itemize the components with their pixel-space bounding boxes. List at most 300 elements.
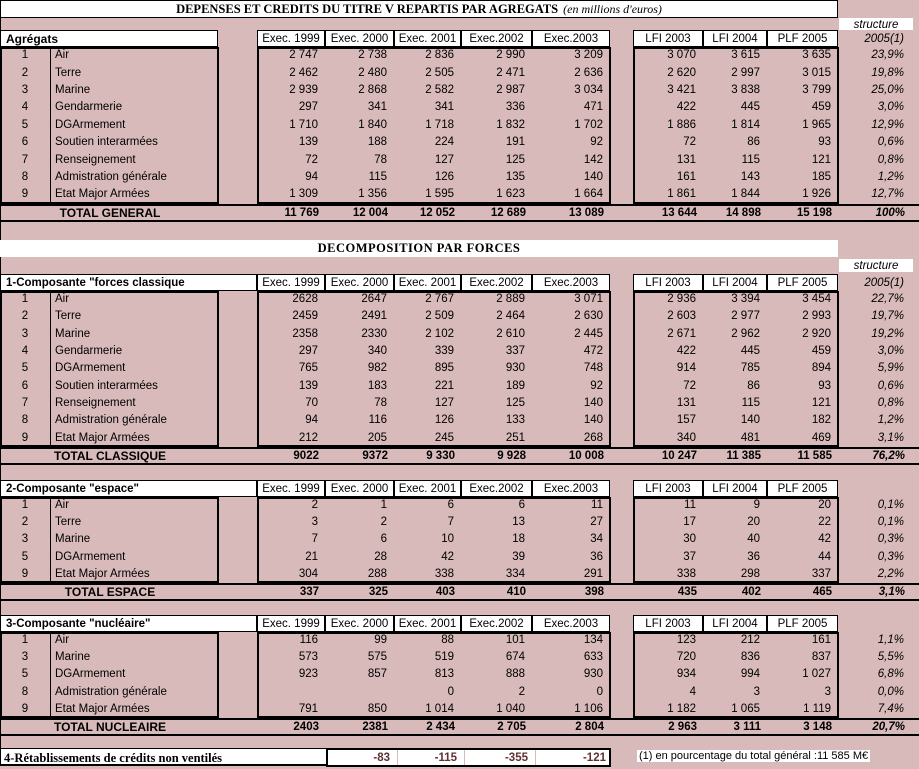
value-cell: 334 — [505, 567, 525, 580]
agregat-name: Etat Major Armées — [55, 431, 150, 444]
table-row — [0, 701, 919, 718]
value-cell: 126 — [434, 170, 454, 183]
agregat-name: Air — [55, 499, 70, 512]
value-cell: 183 — [367, 379, 387, 392]
total-value-cell: 13 089 — [568, 206, 604, 219]
structure-header-line2: 2005(1) — [864, 32, 904, 45]
section-header-label: Agrégats — [0, 30, 218, 47]
table-row — [0, 531, 919, 548]
structure-cell: 25,0% — [871, 83, 904, 96]
total-value-cell: 2 434 — [426, 720, 455, 733]
value-cell: 930 — [505, 362, 525, 375]
structure-cell: 6,8% — [877, 668, 904, 681]
value-cell: 2 747 — [289, 49, 318, 62]
agregat-name: Marine — [55, 327, 91, 340]
structure-header-line2: 2005(1) — [864, 276, 904, 289]
value-cell: 297 — [298, 345, 318, 358]
value-cell: 3 799 — [802, 83, 831, 96]
total-structure-cell: 100% — [875, 206, 905, 219]
total-structure-cell: 76,2% — [872, 449, 905, 462]
agregat-name: Air — [55, 49, 70, 62]
value-cell: 2330 — [361, 327, 387, 340]
column-header: Exec.2002 — [461, 615, 532, 632]
row-number: 6 — [21, 379, 29, 392]
value-cell: 92 — [590, 136, 603, 149]
structure-cell: 19,2% — [871, 327, 904, 340]
sheet-title — [0, 0, 838, 18]
table-row — [0, 649, 919, 666]
value-cell: 135 — [505, 170, 525, 183]
table-row — [0, 684, 919, 701]
value-cell: 2491 — [361, 310, 387, 323]
value-cell: 188 — [367, 136, 387, 149]
value-cell: 10 — [441, 533, 454, 546]
value-cell: 837 — [811, 651, 831, 664]
total-value-cell: 2381 — [362, 720, 388, 733]
row-number: 5 — [21, 668, 29, 681]
value-cell: 2 993 — [802, 310, 831, 323]
total-value-cell: 3 148 — [803, 720, 832, 733]
value-cell: 18 — [512, 533, 525, 546]
agregat-name: Air — [55, 634, 70, 647]
value-cell: 44 — [818, 550, 831, 563]
total-value-cell: 11 769 — [284, 206, 319, 219]
total-value-cell: 2403 — [293, 720, 319, 733]
value-cell: 140 — [740, 414, 760, 427]
value-cell: 42 — [441, 550, 454, 563]
column-header: LFI 2004 — [703, 274, 767, 291]
value-cell: 139 — [298, 136, 318, 149]
value-cell: 92 — [590, 379, 603, 392]
total-value-cell: 12 004 — [352, 206, 388, 219]
column-header: Exec. 2000 — [325, 274, 394, 291]
total-label: TOTAL NUCLEAIRE — [53, 719, 166, 734]
table-row — [0, 99, 919, 116]
agregat-name: Soutien interarmées — [55, 136, 158, 149]
table-agregats — [0, 30, 919, 222]
row-number: 8 — [21, 170, 29, 183]
value-cell: 116 — [368, 414, 387, 427]
structure-cell: 12,9% — [871, 118, 904, 131]
agregat-name: Air — [55, 293, 70, 306]
agregat-name: Gendarmerie — [55, 345, 123, 358]
value-cell: 157 — [676, 414, 696, 427]
value-cell: 2 — [311, 499, 318, 512]
value-cell: 2628 — [292, 293, 318, 306]
table-row — [0, 117, 919, 134]
column-header: Exec.2002 — [461, 30, 532, 47]
value-cell: 914 — [676, 362, 696, 375]
value-cell: 1 027 — [802, 668, 831, 681]
total-value-cell: 10 247 — [661, 449, 697, 462]
value-cell: 573 — [298, 651, 318, 664]
value-cell: 0 — [447, 685, 454, 698]
row-number: 5 — [21, 362, 29, 375]
value-cell: 765 — [298, 362, 318, 375]
table-row — [0, 308, 919, 325]
value-cell: 472 — [583, 345, 603, 358]
value-cell: 2647 — [361, 293, 387, 306]
row-number: 6 — [21, 136, 29, 149]
value-cell: 994 — [740, 668, 760, 681]
value-cell: 212 — [740, 634, 760, 647]
total-value-cell: 403 — [435, 585, 455, 598]
value-cell: 469 — [811, 431, 831, 444]
value-cell: 20 — [818, 499, 831, 512]
value-cell: 94 — [305, 414, 318, 427]
table-row — [0, 291, 919, 308]
value-cell: 1 840 — [358, 118, 387, 131]
value-cell: 126 — [434, 414, 454, 427]
row-number: 9 — [21, 188, 29, 201]
value-cell: 134 — [583, 634, 603, 647]
value-cell: 224 — [434, 136, 454, 149]
value-cell: 895 — [434, 362, 454, 375]
value-cell: 125 — [505, 396, 525, 409]
value-cell: 37 — [683, 550, 696, 563]
column-header: Exec. 2000 — [325, 30, 394, 47]
structure-cell: 0,8% — [877, 153, 904, 166]
value-cell: 422 — [676, 345, 696, 358]
value-cell: 0 — [596, 685, 603, 698]
row-number: 1 — [21, 293, 29, 306]
agregat-name: Etat Major Armées — [55, 702, 150, 715]
value-cell: 185 — [811, 170, 831, 183]
column-header: Exec. 2001 — [394, 30, 461, 47]
table-espace — [0, 480, 919, 601]
table-header-row — [0, 615, 919, 632]
value-cell: 6 — [518, 499, 525, 512]
value-cell: 2 990 — [496, 49, 525, 62]
total-row — [0, 583, 919, 601]
value-cell: 340 — [367, 345, 387, 358]
value-cell: 857 — [367, 668, 387, 681]
agregat-name: Terre — [55, 66, 82, 79]
structure-cell: 0,0% — [877, 685, 904, 698]
value-cell: 1 718 — [425, 118, 454, 131]
structure-cell: 12,7% — [871, 188, 904, 201]
value-cell: 21 — [305, 550, 318, 563]
value-cell: 36 — [747, 550, 760, 563]
value-cell: 2 464 — [496, 310, 525, 323]
value-cell: 39 — [512, 550, 525, 563]
table-row — [0, 632, 919, 649]
value-cell: 72 — [683, 136, 696, 149]
total-value-cell: 3 111 — [733, 720, 761, 733]
value-cell: 1 595 — [425, 188, 454, 201]
table-row — [0, 326, 919, 343]
value-cell: 7 — [311, 533, 318, 546]
value-cell: 674 — [505, 651, 525, 664]
value-cell: 27 — [590, 516, 603, 529]
total-value-cell: 11 385 — [726, 449, 761, 462]
value-cell: 78 — [374, 396, 387, 409]
value-cell: 2 977 — [731, 310, 760, 323]
value-cell: 2 — [380, 516, 387, 529]
value-cell: 17 — [683, 516, 696, 529]
value-cell: 1 623 — [496, 188, 525, 201]
value-cell: 1 014 — [425, 702, 454, 715]
decomposition-title: DECOMPOSITION PAR FORCES — [0, 240, 838, 257]
value-cell: 338 — [434, 567, 454, 580]
value-cell: 139 — [298, 379, 318, 392]
value-cell: 2 962 — [731, 327, 760, 340]
row-number: 8 — [21, 685, 29, 698]
column-header: LFI 2004 — [703, 30, 767, 47]
table-row — [0, 64, 919, 81]
column-header: Exec. 2000 — [325, 480, 394, 497]
row-number: 9 — [21, 431, 29, 444]
column-header: Exec.2002 — [461, 480, 532, 497]
negative-value-cell: -121 — [535, 750, 613, 765]
value-cell: 131 — [676, 153, 696, 166]
total-value-cell: 410 — [506, 585, 526, 598]
column-header: Exec. 1999 — [257, 274, 325, 291]
column-header: Exec.2003 — [532, 480, 610, 497]
value-cell: 131 — [676, 396, 696, 409]
value-cell: 445 — [740, 101, 760, 114]
value-cell: 143 — [740, 170, 760, 183]
agregat-name: Etat Major Armées — [55, 188, 150, 201]
total-value-cell: 2 804 — [575, 720, 604, 733]
table-row — [0, 186, 919, 203]
value-cell: 140 — [583, 414, 603, 427]
value-cell: 339 — [434, 345, 454, 358]
structure-cell: 1,2% — [877, 170, 904, 183]
structure-cell: 1,2% — [877, 414, 904, 427]
value-cell: 1 119 — [803, 702, 831, 715]
value-cell: 4 — [689, 685, 696, 698]
value-cell: 298 — [740, 567, 760, 580]
column-header: PLF 2005 — [767, 480, 838, 497]
value-cell: 720 — [676, 651, 696, 664]
column-header: Exec.2002 — [461, 274, 532, 291]
column-header: Exec. 2001 — [394, 274, 461, 291]
agregat-name: DGArmement — [55, 550, 126, 563]
total-label: TOTAL GENERAL — [59, 205, 161, 220]
value-cell: 1 844 — [731, 188, 760, 201]
total-value-cell: 337 — [299, 585, 319, 598]
structure-cell: 19,7% — [871, 310, 904, 323]
structure-cell: 19,8% — [871, 66, 904, 79]
value-cell: 189 — [505, 379, 525, 392]
value-cell: 20 — [747, 516, 760, 529]
value-cell: 934 — [676, 668, 696, 681]
value-cell: 2 936 — [667, 293, 696, 306]
value-cell: 72 — [683, 379, 696, 392]
value-cell: 251 — [505, 431, 525, 444]
value-cell: 340 — [676, 431, 696, 444]
value-cell: 1 182 — [667, 702, 696, 715]
value-cell: 575 — [367, 651, 387, 664]
column-header: LFI 2003 — [633, 480, 703, 497]
row-number: 8 — [21, 414, 29, 427]
table-row — [0, 343, 919, 360]
row-number: 1 — [21, 49, 29, 62]
agregat-name: Terre — [55, 310, 82, 323]
value-cell: 2 889 — [496, 293, 525, 306]
column-header: Exec. 1999 — [257, 480, 325, 497]
value-cell: 3 838 — [731, 83, 760, 96]
value-cell: 245 — [434, 431, 454, 444]
value-cell: 3 454 — [802, 293, 831, 306]
value-cell: 982 — [367, 362, 387, 375]
value-cell: 7 — [447, 516, 454, 529]
value-cell: 125 — [505, 153, 525, 166]
structure-cell: 0,1% — [877, 499, 904, 512]
value-cell: 1 309 — [289, 188, 318, 201]
structure-header-line1: structure — [839, 259, 913, 272]
column-header: Exec.2003 — [532, 615, 610, 632]
value-cell: 2 738 — [358, 49, 387, 62]
value-cell: 1 861 — [667, 188, 696, 201]
table-row — [0, 429, 919, 446]
total-value-cell: 14 898 — [725, 206, 761, 219]
table-header-row — [0, 480, 919, 497]
agregat-name: Marine — [55, 533, 91, 546]
agregat-name: Renseignement — [55, 153, 136, 166]
value-cell: 1 926 — [802, 188, 831, 201]
value-cell: 115 — [741, 396, 760, 409]
value-cell: 2 939 — [289, 83, 318, 96]
section-header-label: 2-Composante "espace" — [0, 480, 257, 497]
total-structure-cell: 20,7% — [872, 720, 905, 733]
value-cell: 127 — [434, 396, 454, 409]
total-row — [0, 204, 919, 222]
value-cell: 2 — [518, 685, 525, 698]
section-header-label: 3-Composante "nucléaire" — [0, 615, 257, 632]
value-cell: 1 965 — [802, 118, 831, 131]
value-cell: 268 — [583, 431, 603, 444]
value-cell: 34 — [590, 533, 603, 546]
agregat-name: Admistration générale — [55, 170, 167, 183]
total-value-cell: 325 — [368, 585, 388, 598]
value-cell: 341 — [434, 101, 454, 114]
agregat-name: DGArmement — [55, 362, 126, 375]
agregat-name: Renseignement — [55, 396, 136, 409]
total-label: TOTAL ESPACE — [64, 584, 156, 599]
total-value-cell: 2 963 — [668, 720, 697, 733]
value-cell: 11 — [684, 499, 696, 512]
dashed-cell-border — [218, 583, 257, 584]
value-cell: 2 505 — [425, 66, 454, 79]
column-header: LFI 2003 — [633, 30, 703, 47]
table-row — [0, 666, 919, 683]
value-cell: 2 636 — [574, 66, 603, 79]
value-cell: 93 — [818, 136, 831, 149]
value-cell: 3 015 — [802, 66, 831, 79]
value-cell: 94 — [305, 170, 318, 183]
structure-cell: 5,9% — [877, 362, 904, 375]
table-row — [0, 134, 919, 151]
value-cell: 337 — [811, 567, 831, 580]
value-cell: 36 — [590, 550, 603, 563]
value-cell: 2358 — [292, 327, 318, 340]
value-cell: 2 767 — [425, 293, 454, 306]
value-cell: 288 — [367, 567, 387, 580]
structure-cell: 0,8% — [877, 396, 904, 409]
footnote: (1) en pourcentage du total général :11 585 M€ — [639, 750, 869, 762]
row-number: 3 — [21, 83, 29, 96]
row-number: 7 — [21, 396, 29, 409]
structure-cell: 0,3% — [877, 533, 904, 546]
value-cell: 140 — [583, 170, 603, 183]
agregat-name: Admistration générale — [55, 685, 167, 698]
value-cell: 1 040 — [496, 702, 525, 715]
row-number: 3 — [21, 327, 29, 340]
total-value-cell: 13 644 — [661, 206, 697, 219]
table-row — [0, 514, 919, 531]
value-cell: 2 920 — [802, 327, 831, 340]
total-value-cell: 9 330 — [426, 449, 455, 462]
agregat-name: Marine — [55, 651, 91, 664]
value-cell: 1 814 — [731, 118, 760, 131]
row-number: 1 — [21, 634, 29, 647]
table-row — [0, 497, 919, 514]
structure-cell: 2,2% — [877, 567, 904, 580]
value-cell: 2 509 — [425, 310, 454, 323]
value-cell: 3 421 — [667, 83, 696, 96]
value-cell: 1 710 — [289, 118, 318, 131]
total-value-cell: 11 585 — [797, 449, 832, 462]
structure-cell: 3,0% — [877, 345, 904, 358]
total-value-cell: 398 — [584, 585, 604, 598]
value-cell: 123 — [676, 634, 696, 647]
column-header: LFI 2003 — [633, 615, 703, 632]
structure-cell: 0,1% — [877, 516, 904, 529]
negative-value-cell: -83 — [373, 751, 390, 764]
value-cell: 133 — [505, 414, 525, 427]
value-cell: 813 — [434, 668, 454, 681]
value-cell: 121 — [811, 153, 831, 166]
value-cell: 93 — [818, 379, 831, 392]
row-number: 9 — [21, 702, 29, 715]
value-cell: 459 — [811, 345, 831, 358]
retablissements-values-box — [326, 748, 611, 767]
row-number: 3 — [21, 651, 29, 664]
value-cell: 205 — [367, 431, 387, 444]
row-number: 2 — [21, 516, 29, 529]
total-structure-cell: 3,1% — [878, 585, 905, 598]
row-number: 9 — [21, 567, 29, 580]
value-cell: 836 — [740, 651, 760, 664]
value-cell: 2 480 — [358, 66, 387, 79]
row-number: 4 — [21, 345, 29, 358]
value-cell: 1 702 — [574, 118, 603, 131]
value-cell: 888 — [505, 668, 525, 681]
agregat-name: Terre — [55, 516, 82, 529]
table-header-row — [0, 274, 919, 291]
value-cell: 1 — [380, 499, 387, 512]
structure-cell: 1,1% — [877, 634, 904, 647]
value-cell: 2 630 — [574, 310, 603, 323]
value-cell: 785 — [740, 362, 760, 375]
value-cell: 6 — [447, 499, 454, 512]
value-cell: 2 603 — [667, 310, 696, 323]
total-value-cell: 465 — [812, 585, 832, 598]
value-cell: 9 — [753, 499, 760, 512]
value-cell: 2 445 — [574, 327, 603, 340]
table-row — [0, 549, 919, 566]
table-row — [0, 47, 919, 64]
value-cell: 22 — [818, 516, 831, 529]
value-cell: 422 — [676, 101, 696, 114]
column-header: Exec. 2001 — [394, 480, 461, 497]
table-row — [0, 395, 919, 412]
value-cell: 116 — [299, 634, 318, 647]
value-cell: 142 — [583, 153, 603, 166]
column-header: Exec.2003 — [532, 30, 610, 47]
